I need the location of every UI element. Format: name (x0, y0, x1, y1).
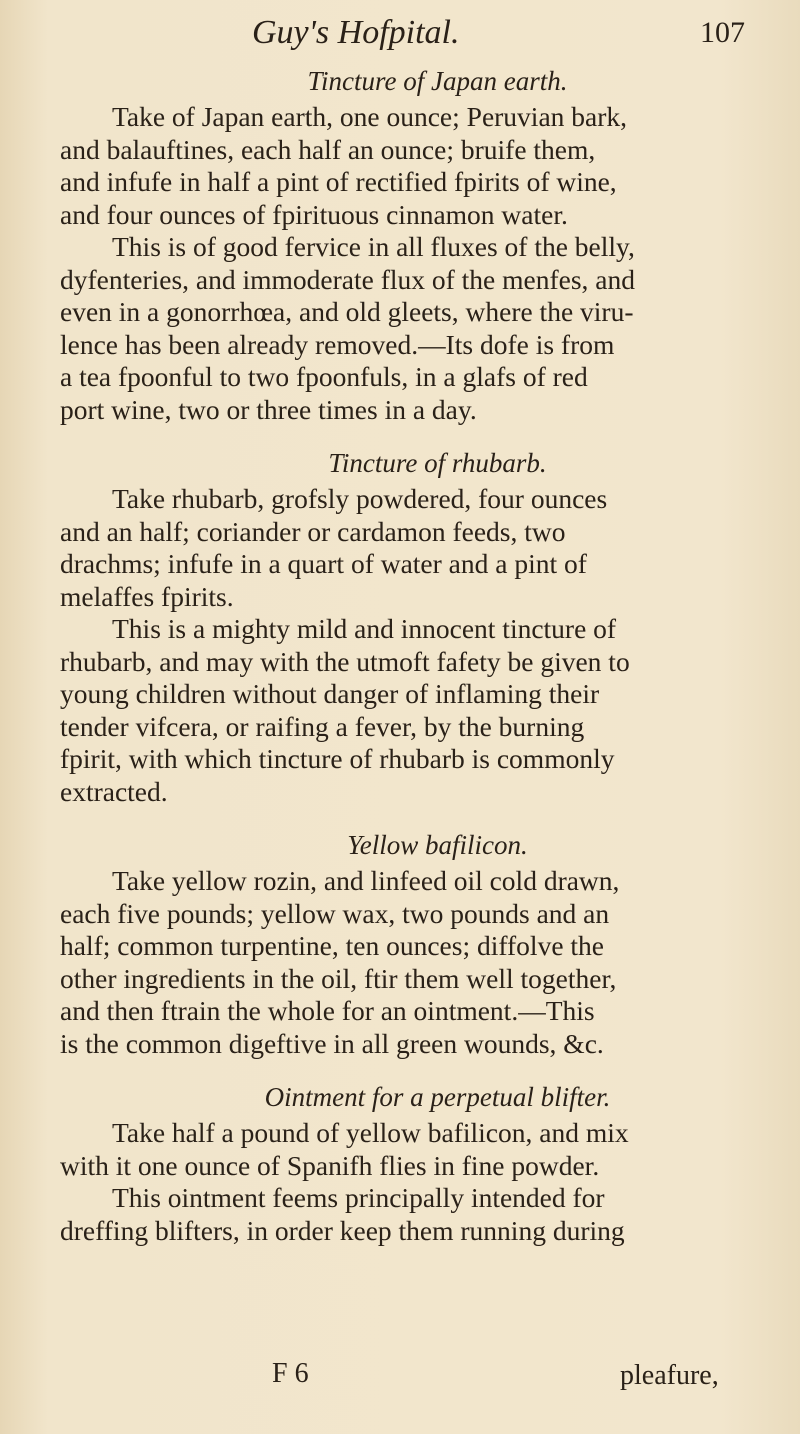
text-line: a tea fpoonful to two fpoonfuls, in a glafs of red (60, 361, 588, 392)
text-line: with it one ounce of Spanifh flies in fine powder. (60, 1149, 600, 1181)
text-line: and infufe in half a pint of rectified fpirits of wine, (60, 166, 617, 197)
recipe-text (60, 1117, 775, 1247)
recipe-heading: Ointment for a perpetual blifter. (264, 1082, 611, 1112)
text-line: Take half a pound of yellow bafilicon, and mix (112, 1117, 629, 1148)
recipe-text (60, 865, 775, 1060)
page-header (0, 14, 800, 58)
text-line: This is of good fervice in all fluxes of the belly, (112, 231, 635, 262)
text-line: other ingredients in the oil, ftir them well together, (60, 962, 617, 994)
recipe-text (60, 483, 775, 808)
recipe-heading: Tincture of rhubarb. (328, 448, 547, 478)
text-line: port wine, two or three times in a day. (60, 393, 477, 425)
text-line: melaffes fpirits. (60, 580, 234, 612)
text-line: even in a gonorrhœa, and old gleets, where the viru- (60, 296, 634, 327)
text-line: each five pounds; yellow wax, two pounds and an (60, 897, 610, 929)
text-line: is the common digeftive in all green wounds, &c. (60, 1027, 604, 1059)
page-number: 107 (700, 16, 745, 49)
body-text (60, 62, 775, 1247)
recipe-text (60, 101, 775, 426)
text-line: and four ounces of fpirituous cinnamon water. (60, 198, 568, 230)
running-head: Guy's Hofpital. (252, 14, 460, 51)
section-gap (60, 808, 775, 826)
text-line: This ointment feems principally intended for (112, 1182, 605, 1213)
text-line: This is a mighty mild and innocent tincture of (112, 613, 617, 644)
text-line: extracted. (60, 775, 168, 807)
text-line: dreffing blifters, in order keep them running during (60, 1214, 625, 1246)
text-line: lence has been already removed.—Its dofe is from (60, 328, 615, 360)
text-line: young children without danger of inflaming their (60, 678, 600, 709)
text-line: fpirit, with which tincture of rhubarb is commonly (60, 743, 615, 774)
text-line: and then ftrain the whole for an ointment.—This (60, 995, 595, 1026)
recipe-heading: Tincture of Japan earth. (307, 66, 568, 96)
section-gap (60, 426, 775, 444)
text-line: rhubarb, and may with the utmoft fafety be given to (60, 645, 630, 677)
text-line: and balauftines, each half an ounce; bruife them, (60, 133, 596, 165)
text-line: Take yellow rozin, and linfeed oil cold drawn, (112, 865, 620, 896)
text-line: tender vifcera, or raifing a fever, by the burning (60, 710, 585, 742)
recipe-heading: Yellow bafilicon. (347, 830, 528, 860)
text-line: and an half; coriander or cardamon feeds, two (60, 515, 566, 547)
text-line: drachms; infufe in a quart of water and a pint of (60, 548, 587, 579)
text-line: Take rhubarb, grofsly powdered, four ounces (112, 483, 608, 514)
text-line: half; common turpentine, ten ounces; diffolve the (60, 930, 604, 961)
catchword: pleafure, (620, 1360, 719, 1391)
signature-mark: F 6 (272, 1358, 309, 1389)
text-line: dyfenteries, and immoderate flux of the menfes, and (60, 263, 636, 295)
section-gap (60, 1060, 775, 1078)
text-line: Take of Japan earth, one ounce; Peruvian bark, (112, 101, 628, 132)
